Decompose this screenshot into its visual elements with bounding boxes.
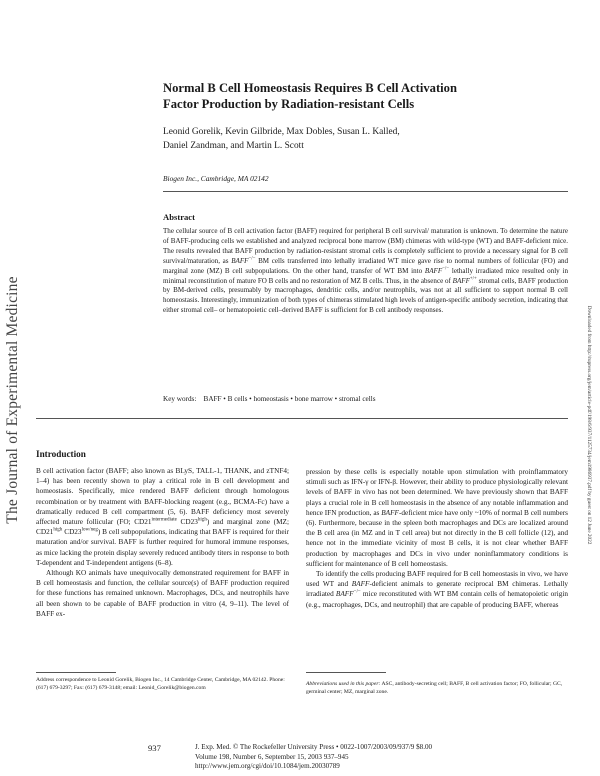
superscript: high — [197, 516, 207, 523]
abbreviations-label: Abbreviations used in this paper: — [306, 681, 381, 687]
intro-paragraph-4 — [306, 569, 568, 610]
abstract-part-1: The cellular source of B cell activation factor (BAFF) required for peripheral B cell survival/ maturation is unknown. To determine the nature of BAFF-producing cells we established and analyzed reciprocal bone marrow (BM) chimeras with wild-type (WT) and BAFF-deficient mice. The results revealed that BAFF production by radiation-resistant stromal cells is completely sufficient to provide a necessary signal for B cell survival/maturation, as — [163, 227, 568, 265]
genotype-superscript: +/+ — [469, 276, 477, 282]
abstract-text — [163, 227, 568, 316]
title-line-1: Normal B Cell Homeostasis Requires B Cell Activation — [163, 81, 457, 95]
text-run: pression by these cells is especially notable upon stimulation with proinflammatory stimuli such as IFN-γ or IFN-β. However, their ability to produce physiologically relevant levels of BAFF in vivo has not been determined. We have previously shown that BAFF plays a crucial role in B cell homeostasis in the absence of any notable inflammation and hence IFN production, as — [306, 468, 568, 517]
journal-name: The Journal of Experimental Medicine — [4, 276, 21, 524]
footer-line-1: J. Exp. Med. © The Rockefeller University Press • 0022-1007/2003/09/937/9 $8.00 — [195, 743, 433, 751]
superscript: high — [53, 526, 63, 533]
gene-name: BAFF — [381, 508, 399, 517]
keywords-line — [163, 395, 568, 403]
correspondence-footnote: Address correspondence to Leonid Gorelik, Biogen Inc., 14 Cambridge Center, Cambridge, MA 02142. Phone: (617) 679-3297; Fax: (617) 679-3148; email: Leonid_Gorelik@biogen.com — [36, 677, 285, 691]
download-note-vertical — [584, 190, 594, 660]
article-title — [163, 80, 563, 112]
text-run: To identify the cells producing BAFF required for B cell homeostasis in vivo, we have used WT and — [306, 570, 568, 589]
header-divider — [163, 191, 568, 192]
text-run: mice reconstituted with WT BM contain cells of hematopoietic origin (e.g., macrophages, DCs, and neutrophil) that are capable of producing BAFF, whereas — [306, 590, 568, 609]
gene-name: BAFF — [424, 266, 443, 275]
abstract-part-3: lethally irradiated mice resulted only in minimal reconstitution of mature FO B cells and no restoration of MZ B cells. Thus, in the absence of — [163, 266, 568, 285]
superscript: low/neg — [81, 526, 98, 533]
authors-line-1: Leonid Gorelik, Kevin Gilbride, Max Dobles, Susan L. Kalled, — [163, 127, 400, 137]
text-run: CD23 — [62, 528, 82, 537]
text-run: CD23 — [176, 518, 198, 527]
text-run: B cell activation factor (BAFF; also known as BLyS, TALL-1, THANK, and zTNF4; 1–4) has been recently shown to play a critical role in B cell development and homeostasis. Specifically, mice rendered BAFF deficient through homologous recombination or by treatment with BAFF-blocking reagent (e.g., BCMA-Fc) have a dramatically reduced B cell compartment (5, 6). BAFF deficiency most severely affected mature follicular (FO; CD21 — [36, 467, 289, 527]
text-run: ) and marginal zone (MZ; CD21 — [36, 518, 289, 537]
authors-line-2: Daniel Zandman, and Martin L. Scott — [163, 140, 304, 151]
footer-doi-link[interactable]: http://www.jem.org/cgi/doi/10.1084/jem.20030789 — [195, 762, 340, 770]
intro-paragraph-1 — [36, 466, 289, 568]
abstract-part-2: BM cells transferred into lethally irradiated WT mice gave rise to normal numbers of follicular (FO) and marginal zone (MZ) B cell subpopulations. On the other hand, transfer of WT BM into — [163, 256, 568, 275]
body-column-left — [36, 466, 289, 619]
text-run: -deficient animals to generate reciprocal BM chimeras. Lethally irradiated — [306, 580, 568, 599]
footnote-rule-right — [306, 672, 386, 673]
affiliation: Biogen Inc., Cambridge, MA 02142 — [163, 174, 269, 183]
abbreviations-footnote — [306, 680, 568, 696]
title-line-2: Factor Production by Radiation-resistant Cells — [163, 97, 415, 111]
gene-name: BAFF — [452, 276, 470, 285]
abstract-heading: Abstract — [163, 212, 195, 222]
text-run: ) B cell subpopulations, indicating that BAFF is required for their maturation and/or survival. BAFF is further required for humoral immune responses, as mice lacking the protein display severely reduced antibody titers in response to both T-dependent and T-independent antigens (6–8). — [36, 528, 289, 567]
genotype-superscript: −/− — [248, 256, 256, 262]
intro-paragraph-2: Although KO animals have unequivocally demonstrated requirement for BAFF in B cell homeostasis and function, the cellular source(s) of BAFF production required for these functions has remained unknown. Macrophages, DCs, and neutrophils have all been shown to be capable of BAFF production in vitro (4, 9–11). The level of BAFF ex- — [36, 569, 289, 618]
author-list — [163, 126, 563, 153]
footnote-rule-left — [36, 672, 116, 673]
introduction-heading: Introduction — [36, 449, 86, 459]
keywords-label: Key words: — [163, 395, 197, 403]
body-column-right — [306, 467, 568, 610]
abstract-part-4: stromal cells, BAFF production by BM-derived cells, presumably by macrophages, dendritic cells, and/or neutrophils, was not at all sufficient to support normal B cell homeostasis. Interestingly, immunization of both types of chimeras stimulated high levels of antigen-specific antibody secretion, indicating that either stromal cell– or hematopoietic cell–derived BAFF is sufficient for B cell antibody responses. — [163, 276, 568, 315]
genotype-superscript: −/− — [353, 589, 361, 596]
keywords-list: BAFF • B cells • homeostasis • bone marrow • stromal cells — [203, 395, 376, 403]
publication-footer — [195, 743, 525, 772]
download-note: Downloaded from http://rupress.org/jem/article-pdf/198/6/937/1125734/jem1986937.pdf by guest on 12 June 2022 — [586, 305, 592, 545]
intro-paragraph-3 — [306, 467, 568, 569]
gene-name: BAFF — [231, 256, 249, 265]
journal-name-vertical — [2, 250, 24, 550]
genotype-superscript: −/− — [442, 266, 450, 272]
text-run: -deficient mice have only ~10% of normal B cell numbers (6). Furthermore, because in the spleen both macrophages and DCs are localized around the B cell area (in MZ and in T cell area) but not directly in the B cell follicle (12), and hence not in the immediate vicinity of most B cells, it is not clear whether BAFF production by macrophages and DCs in vivo under noninflammatory conditions is sufficient for maintenance of B cell homeostasis. — [306, 508, 568, 568]
gene-name: BAFF — [351, 580, 370, 589]
gene-name: BAFF — [335, 590, 354, 599]
abbreviations-text: ASC, antibody-secreting cell; BAFF, B cell activation factor; FO, follicular; GC, germinal center; MZ, marginal zone. — [306, 681, 563, 695]
page-number: 937 — [148, 743, 161, 753]
footer-line-2: Volume 198, Number 6, September 15, 2003 937–945 — [195, 752, 349, 761]
section-divider — [36, 418, 568, 419]
superscript: intermediate — [151, 516, 177, 523]
